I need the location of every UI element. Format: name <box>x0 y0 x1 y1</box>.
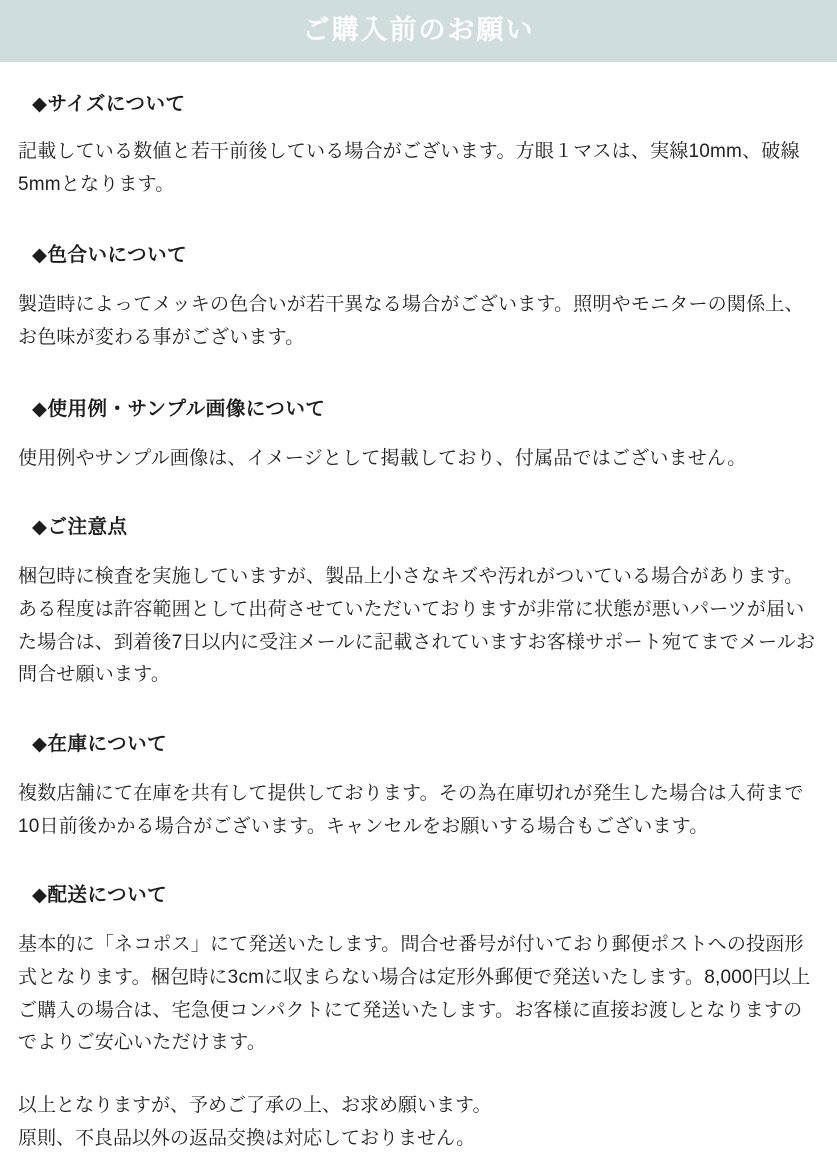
section-sample-image-body: 使用例やサンプル画像は、イメージとして掲載しており、付属品ではございません。 <box>18 447 747 469</box>
notice-content <box>0 88 837 1155</box>
section-color-heading: ◆色合いについて <box>32 244 188 267</box>
section-sample-image-heading: ◆使用例・サンプル画像について <box>32 397 326 420</box>
section-size-body: 記載している数値と若干前後している場合がございます。方眼１マスは、実線10mm、破線5mmとなります。 <box>18 141 800 195</box>
section-color <box>18 239 819 354</box>
section-color-body: 製造時によってメッキの色合いが若干異なる場合がございます。照明やモニターの関係上、お色味が変わる事がございます。 <box>18 294 804 349</box>
section-stock <box>18 728 819 843</box>
section-size-heading: ◆サイズについて <box>32 93 186 115</box>
section-stock-body: 複数店舗にて在庫を共有して提供しております。その為在庫切れが発生した場合は入荷まで10日前後かかる場合がございます。キャンセルをお願いする場合もございます。 <box>18 783 804 837</box>
closing-line-1: 以上となりますが、予めご了承の上、お求め願います。 <box>18 1095 492 1117</box>
section-size <box>18 88 819 201</box>
page-title: ご購入前のお願い <box>302 14 535 45</box>
section-shipping <box>18 879 819 1060</box>
section-shipping-body: 基本的に「ネコポス」にて発送いたします。問合せ番号が付いており郵便ポストへの投函形式となります。梱包時に3cmに収まらない場合は定形外郵便で発送いたします。8,000円以上ご購入の場合は、宅急便コンパクトにて発送いたします。お客様に直接お渡しとなりますのでよりご安心いただけます。 <box>18 934 811 1054</box>
section-shipping-heading: ◆配送について <box>32 884 168 907</box>
section-caution <box>18 511 819 692</box>
closing-line-2: 原則、不良品以外の返品交換は対応しておりません。 <box>18 1127 476 1149</box>
closing-note <box>18 1090 819 1155</box>
section-stock-heading: ◆在庫について <box>32 733 168 756</box>
section-sample-image <box>18 393 819 476</box>
section-caution-heading: ◆ご注意点 <box>32 516 128 539</box>
section-caution-body: 梱包時に検査を実施していますが、製品上小さなキズや汚れがついている場合があります。ある程度は許容範囲として出荷させていただいておりますが非常に状態が悪いパーツが届いた場合は、到着後7日以内に受注メールに記載されていますお客様サポート宛てまでメールお問合せ願います。 <box>18 566 816 686</box>
page-header <box>0 0 837 62</box>
